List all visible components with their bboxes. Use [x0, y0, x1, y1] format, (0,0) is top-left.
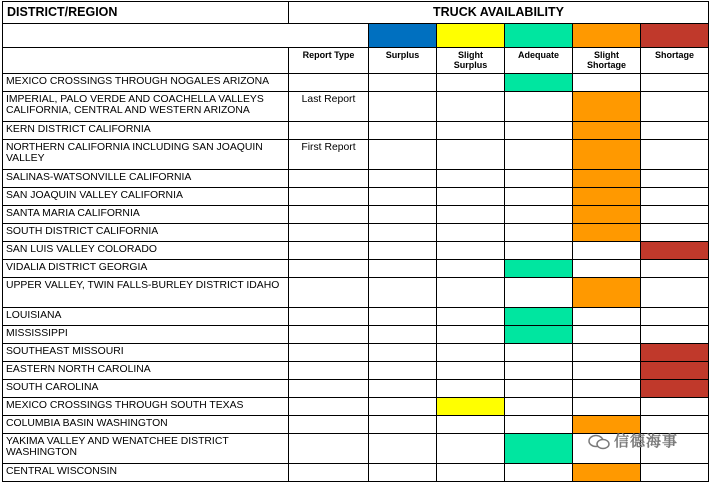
slight-surplus-cell [437, 398, 505, 416]
region-cell: NORTHERN CALIFORNIA INCLUDING SAN JOAQUIN VALLEY [3, 140, 289, 170]
report-type-cell [289, 326, 369, 344]
surplus-cell [369, 434, 437, 464]
slight-shortage-cell [573, 278, 641, 308]
report-type-cell: Last Report [289, 92, 369, 122]
adequate-cell [505, 278, 573, 308]
slight-shortage-header: Slight Shortage [573, 48, 641, 74]
slight-shortage-cell [573, 206, 641, 224]
table-row [3, 398, 709, 416]
truck-availability-table [2, 1, 709, 482]
region-cell: SOUTHEAST MISSOURI [3, 344, 289, 362]
shortage-cell [641, 224, 709, 242]
slight-surplus-cell [437, 224, 505, 242]
slight-surplus-cell [437, 380, 505, 398]
region-cell: SAN LUIS VALLEY COLORADO [3, 242, 289, 260]
slight-surplus-header: Slight Surplus [437, 48, 505, 74]
adequate-cell [505, 92, 573, 122]
slight-surplus-cell [437, 170, 505, 188]
region-cell: VIDALIA DISTRICT GEORGIA [3, 260, 289, 278]
table-row [3, 278, 709, 308]
slight-shortage-cell [573, 344, 641, 362]
shortage-cell [641, 464, 709, 482]
truck-availability-heading: TRUCK AVAILABILITY [289, 2, 709, 24]
adequate-cell [505, 170, 573, 188]
slight-surplus-cell [437, 416, 505, 434]
slight-shortage-cell [573, 398, 641, 416]
table-row [3, 206, 709, 224]
shortage-swatch [641, 24, 709, 48]
surplus-cell [369, 206, 437, 224]
color-key-spacer [3, 24, 369, 48]
adequate-header: Adequate [505, 48, 573, 74]
adequate-swatch [505, 24, 573, 48]
watermark-text: 信德海事 [614, 433, 679, 450]
shortage-cell [641, 170, 709, 188]
surplus-cell [369, 398, 437, 416]
table-row [3, 308, 709, 326]
surplus-cell [369, 362, 437, 380]
slight-shortage-cell [573, 380, 641, 398]
region-cell: MEXICO CROSSINGS THROUGH SOUTH TEXAS [3, 398, 289, 416]
report-type-cell [289, 278, 369, 308]
shortage-cell [641, 140, 709, 170]
watermark [588, 430, 678, 451]
slight-shortage-cell [573, 188, 641, 206]
region-cell: CENTRAL WISCONSIN [3, 464, 289, 482]
region-cell: SAN JOAQUIN VALLEY CALIFORNIA [3, 188, 289, 206]
slight-shortage-swatch [573, 24, 641, 48]
adequate-cell [505, 140, 573, 170]
shortage-cell [641, 380, 709, 398]
shortage-cell [641, 260, 709, 278]
shortage-cell [641, 344, 709, 362]
table-row [3, 74, 709, 92]
surplus-cell [369, 242, 437, 260]
table-row [3, 242, 709, 260]
report-type-cell [289, 344, 369, 362]
shortage-cell [641, 308, 709, 326]
region-cell: EASTERN NORTH CAROLINA [3, 362, 289, 380]
region-cell: SANTA MARIA CALIFORNIA [3, 206, 289, 224]
adequate-cell [505, 362, 573, 380]
shortage-cell [641, 326, 709, 344]
report-type-cell [289, 260, 369, 278]
slight-shortage-cell [573, 224, 641, 242]
report-type-cell [289, 380, 369, 398]
adequate-cell [505, 122, 573, 140]
shortage-cell [641, 242, 709, 260]
report-type-cell [289, 308, 369, 326]
adequate-cell [505, 206, 573, 224]
title-row [3, 2, 709, 24]
slight-shortage-cell [573, 464, 641, 482]
table-row [3, 464, 709, 482]
surplus-cell [369, 170, 437, 188]
shortage-cell [641, 92, 709, 122]
report-type-cell [289, 416, 369, 434]
region-cell: UPPER VALLEY, TWIN FALLS-BURLEY DISTRICT IDAHO [3, 278, 289, 308]
slight-shortage-cell [573, 92, 641, 122]
adequate-cell [505, 224, 573, 242]
slight-shortage-cell [573, 170, 641, 188]
color-key-row [3, 24, 709, 48]
report-type-cell [289, 74, 369, 92]
table-row [3, 122, 709, 140]
region-cell: SALINAS-WATSONVILLE CALIFORNIA [3, 170, 289, 188]
slight-surplus-cell [437, 308, 505, 326]
table-row [3, 170, 709, 188]
report-type-cell [289, 464, 369, 482]
region-cell: YAKIMA VALLEY AND WENATCHEE DISTRICT WASHINGTON [3, 434, 289, 464]
adequate-cell [505, 188, 573, 206]
region-cell: KERN DISTRICT CALIFORNIA [3, 122, 289, 140]
surplus-cell [369, 326, 437, 344]
slight-surplus-cell [437, 188, 505, 206]
adequate-cell [505, 326, 573, 344]
slight-shortage-cell [573, 140, 641, 170]
table-row [3, 362, 709, 380]
surplus-header: Surplus [369, 48, 437, 74]
slight-shortage-cell [573, 122, 641, 140]
surplus-cell [369, 140, 437, 170]
region-cell: SOUTH DISTRICT CALIFORNIA [3, 224, 289, 242]
slight-surplus-cell [437, 278, 505, 308]
adequate-cell [505, 416, 573, 434]
region-column-header [3, 48, 289, 74]
region-cell: MEXICO CROSSINGS THROUGH NOGALES ARIZONA [3, 74, 289, 92]
report-type-cell [289, 398, 369, 416]
adequate-cell [505, 464, 573, 482]
report-type-cell: First Report [289, 140, 369, 170]
table-row [3, 140, 709, 170]
surplus-cell [369, 92, 437, 122]
slight-shortage-cell [573, 260, 641, 278]
surplus-cell [369, 260, 437, 278]
surplus-cell [369, 308, 437, 326]
slight-surplus-cell [437, 362, 505, 380]
shortage-cell [641, 188, 709, 206]
slight-shortage-cell [573, 74, 641, 92]
shortage-cell [641, 74, 709, 92]
region-cell: SOUTH CAROLINA [3, 380, 289, 398]
surplus-swatch [369, 24, 437, 48]
report-type-cell [289, 188, 369, 206]
table-row [3, 260, 709, 278]
shortage-cell [641, 122, 709, 140]
surplus-cell [369, 416, 437, 434]
report-type-cell [289, 122, 369, 140]
surplus-cell [369, 464, 437, 482]
region-cell: COLUMBIA BASIN WASHINGTON [3, 416, 289, 434]
table-row [3, 326, 709, 344]
shortage-cell [641, 206, 709, 224]
slight-surplus-cell [437, 434, 505, 464]
surplus-cell [369, 380, 437, 398]
slight-shortage-cell [573, 242, 641, 260]
adequate-cell [505, 260, 573, 278]
surplus-cell [369, 188, 437, 206]
adequate-cell [505, 434, 573, 464]
shortage-header: Shortage [641, 48, 709, 74]
slight-shortage-cell [573, 308, 641, 326]
report-type-cell [289, 206, 369, 224]
slight-surplus-cell [437, 326, 505, 344]
surplus-cell [369, 278, 437, 308]
report-type-header: Report Type [289, 48, 369, 74]
slight-surplus-cell [437, 464, 505, 482]
surplus-cell [369, 122, 437, 140]
table-row [3, 188, 709, 206]
district-region-heading: DISTRICT/REGION [3, 2, 289, 24]
report-type-cell [289, 434, 369, 464]
column-header-row [3, 48, 709, 74]
region-cell: LOUISIANA [3, 308, 289, 326]
region-cell: MISSISSIPPI [3, 326, 289, 344]
slight-surplus-cell [437, 74, 505, 92]
slight-shortage-cell [573, 326, 641, 344]
report-type-cell [289, 224, 369, 242]
report-type-cell [289, 170, 369, 188]
shortage-cell [641, 362, 709, 380]
slight-surplus-cell [437, 206, 505, 224]
table-row [3, 224, 709, 242]
wechat-icon [588, 434, 610, 450]
adequate-cell [505, 380, 573, 398]
table-row [3, 344, 709, 362]
report-type-cell [289, 242, 369, 260]
slight-surplus-cell [437, 344, 505, 362]
region-cell: IMPERIAL, PALO VERDE AND COACHELLA VALLEYS CALIFORNIA, CENTRAL AND WESTERN ARIZONA [3, 92, 289, 122]
surplus-cell [369, 344, 437, 362]
adequate-cell [505, 308, 573, 326]
adequate-cell [505, 74, 573, 92]
shortage-cell [641, 398, 709, 416]
adequate-cell [505, 398, 573, 416]
table-row [3, 92, 709, 122]
slight-surplus-swatch [437, 24, 505, 48]
adequate-cell [505, 344, 573, 362]
table-row [3, 380, 709, 398]
slight-surplus-cell [437, 140, 505, 170]
surplus-cell [369, 224, 437, 242]
slight-surplus-cell [437, 92, 505, 122]
adequate-cell [505, 242, 573, 260]
slight-surplus-cell [437, 260, 505, 278]
shortage-cell [641, 278, 709, 308]
surplus-cell [369, 74, 437, 92]
slight-surplus-cell [437, 242, 505, 260]
slight-shortage-cell [573, 362, 641, 380]
slight-surplus-cell [437, 122, 505, 140]
report-type-cell [289, 362, 369, 380]
